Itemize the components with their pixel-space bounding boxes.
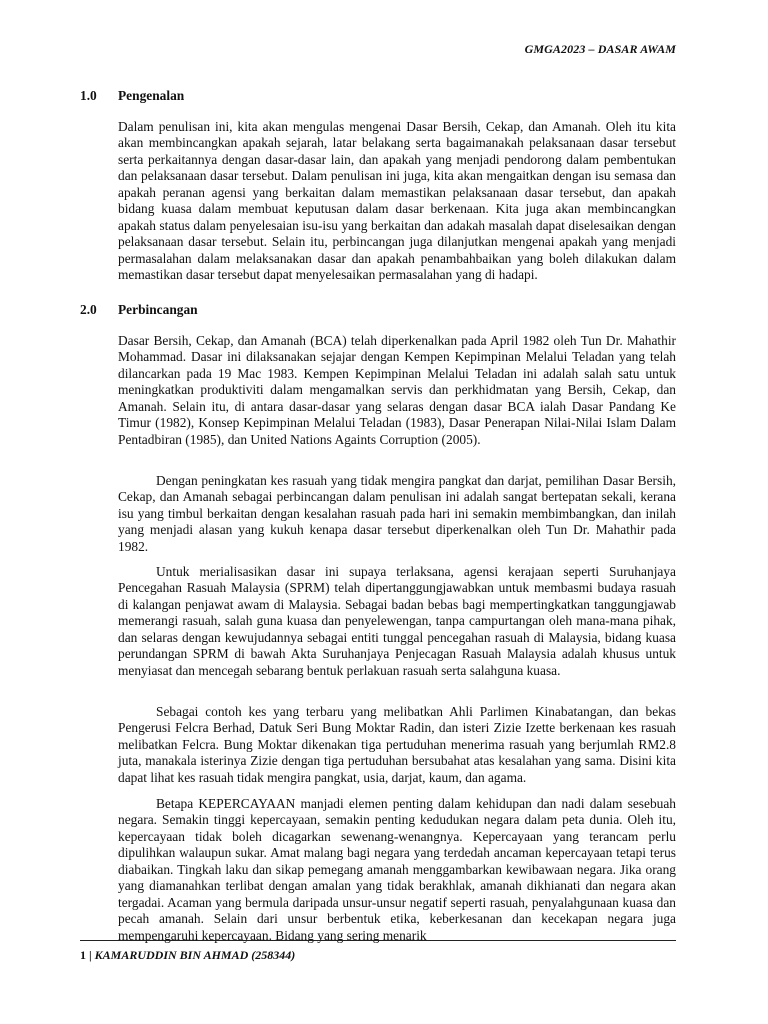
page-footer [80, 948, 295, 963]
section-title: Pengenalan [118, 88, 185, 103]
section-heading-pengenalan [80, 88, 184, 104]
paragraph: Sebagai contoh kes yang terbaru yang melibatkan Ahli Parlimen Kinabatangan, dan bekas Pengerusi Felcra Berhad, Datuk Seri Bung Moktar Radin, dan isteri Zizie Izette berkenaan kes rasuah melibatkan Felcra. Bung Moktar dikenakan tiga pertuduhan menerima rasuah yang berjumlah RM2.8 juta, manakala isterinya Zizie dengan tiga pertuduhan bersubahat atas kesalahan yang sama. Disini kita dapat lihat kes rasuah tidak mengira pangkat, usia, darjat, kaum, dan agama. [118, 704, 676, 785]
footer-divider [80, 940, 676, 941]
running-header: GMGA2023 – DASAR AWAM [524, 42, 676, 56]
author-name: KAMARUDDIN BIN AHMAD (258344) [94, 948, 296, 962]
section-number: 1.0 [80, 88, 97, 103]
paragraph: Dasar Bersih, Cekap, dan Amanah (BCA) telah diperkenalkan pada April 1982 oleh Tun Dr. Mahathir Mohammad. Dasar ini dilaksanakan sejajar dengan Kempen Kepimpinan Melalui Teladan yang telah dilancarkan pada 19 Mac 1983. Kempen Kepimpinan Melalui Teladan ini adalah salah satu untuk meningkatkan produktiviti dalam mengamalkan servis dan perkhidmatan yang Bersih, Cekap, dan Amanah. Selain itu, di antara dasar-dasar yang selaras dengan dasar BCA ialah Dasar Pandang Ke Timur (1982), Konsep Kepimpinan Melalui Teladan (1983), Dasar Penerapan Nilai-Nilai Islam Dalam Pentadbiran (1985), dan United Nations Againts Corruption (2005). [118, 333, 676, 447]
page-number: 1 [80, 948, 86, 962]
paragraph: Dalam penulisan ini, kita akan mengulas mengenai Dasar Bersih, Cekap, dan Amanah. Oleh itu kita akan membincangkan apakah sejarah, latar belakang serta bagaimanakah pelaksanaan dasar tersebut serta perkaitannya dengan dasar-dasar lain, dan apakah yang menjadi pendorong dalam pembentukan dan pelaksanaan dasar tersebut. Dalam penulisan ini juga, kita akan mengaitkan dengan isu semasa dan apakah peranan agensi yang berkaitan dalam memastikan pelaksanaan dasar tersebut, dan apakah bidang kuasa dalam membuat keputusan dalam dasar berkenaan. Kita juga akan membincangkan apakah status dalam penyelesaian isu-isu yang berkaitan dan adakah masalah dapat diselesaikan dengan pelaksanaan dasar tersebut. Selain itu, perbincangan juga dilanjutkan mengenai apakah yang menjadi permasalahan dalam melaksanakan dasar dan apakah penambahbaikan yang boleh dilakukan dalam memastikan dasar tersebut dapat menyelesaikan permasalahan yang di hadapi. [118, 119, 676, 283]
section-title: Perbincangan [118, 302, 198, 317]
footer-separator: | [86, 948, 95, 962]
paragraph: Dengan peningkatan kes rasuah yang tidak mengira pangkat dan darjat, pemilihan Dasar Bersih, Cekap, dan Amanah sebagai perbincangan dalam penulisan ini adalah sangat bertepatan sekali, kerana isu yang timbul berkaitan dengan kesalahan rasuah pada hari ini semakin membimbangkan, dan inilah yang menjadi alasan yang kukuh kenapa dasar tersebut diperkenalkan oleh Tun Dr. Mahathir pada 1982. [118, 473, 676, 554]
section-heading-perbincangan [80, 302, 198, 318]
paragraph: Betapa KEPERCAYAAN manjadi elemen penting dalam kehidupan dan nadi dalam sesebuah negara. Semakin tinggi kepercayaan, semakin penting kedudukan negara dalam peta dunia. Oleh itu, kepercayaan tidak boleh dicagarkan sewenang-wenangnya. Kepercayaan yang terancam perlu dipulihkan walaupun sukar. Amat malang bagi negara yang terdedah ancaman kepercayaan tetapi terus diabaikan. Tingkah laku dan sikap pemegang amanah menggambarkan kewibawaan negara. Jika orang yang diamanahkan terlibat dengan amalan yang tidak berakhlak, amanah dikhianati dan negara akan tergadai. Acaman yang bermula daripada unsur-unsur negatif seperti rasuah, penyalahgunaan kuasa dan pecah amanah. Selain dari unsur berbentuk etika, keberkesanan dan kecekapan negara juga mempengaruhi kepercayaan. Bidang yang sering menarik [118, 796, 676, 943]
section-number: 2.0 [80, 302, 97, 317]
paragraph: Untuk merialisasikan dasar ini supaya terlaksana, agensi kerajaan seperti Suruhanjaya Pencegahan Rasuah Malaysia (SPRM) telah dipertanggungjawabkan untuk membasmi budaya rasuah di kalangan penjawat awam di Malaysia. Sebagai badan bebas bagi mempertingkatkan tanggungjawab memerangi rasuah, salah guna kuasa dan penyelewengan, tanpa campurtangan oleh mana-mana pihak, dan selaras dengan kewujudannya sebagai entiti tunggal pencegahan rasuah di Malaysia, bidang kuasa perundangan SPRM di bawah Akta Suruhanjaya Penjecagan Rasuah Malaysia adalah khusus untuk menyiasat dan mencegah sebarang bentuk perlakuan rasuah serta salahguna kuasa. [118, 564, 676, 678]
